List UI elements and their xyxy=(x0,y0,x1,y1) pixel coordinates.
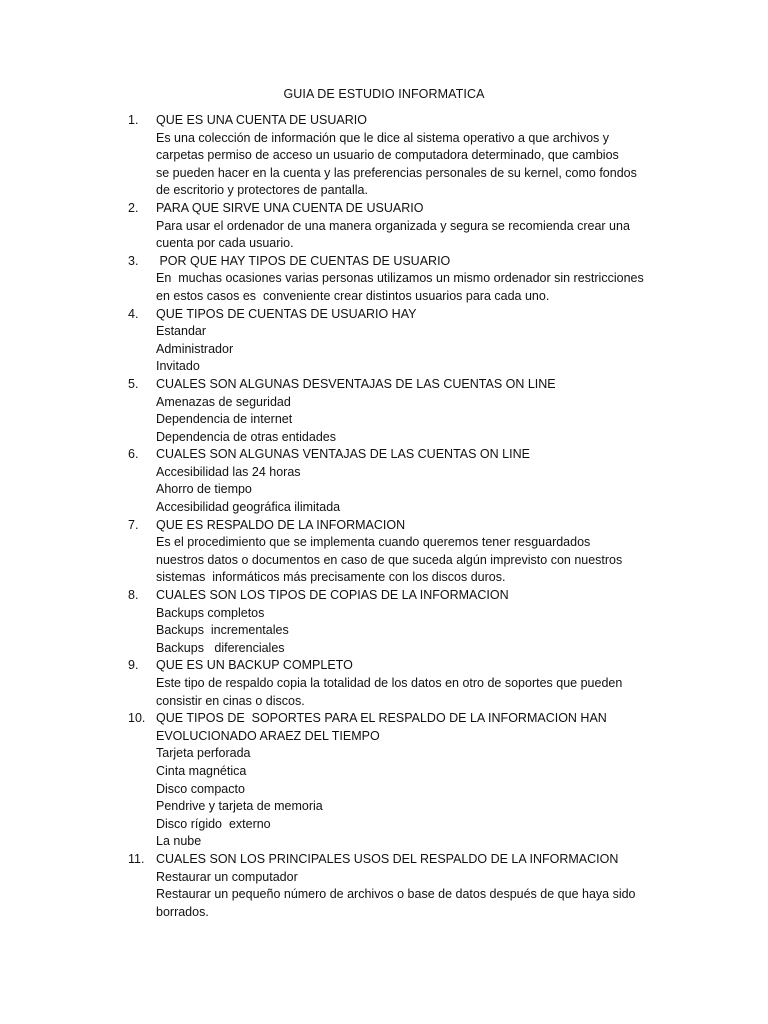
answer-text: sistemas informáticos más precisamente con los discos duros. xyxy=(156,570,506,585)
item-number: 9. xyxy=(128,658,139,673)
answer-text: Cinta magnética xyxy=(156,763,247,778)
question-text: QUE TIPOS DE SOPORTES PARA EL RESPALDO DE LA INFORMACION HAN xyxy=(156,711,607,726)
answer-text: La nube xyxy=(156,834,202,849)
document-title: GUIA DE ESTUDIO INFORMATICA xyxy=(283,87,485,101)
question-list xyxy=(128,112,728,921)
answer-text: Dependencia de otras entidades xyxy=(156,429,336,444)
item-number: 10. xyxy=(128,711,146,726)
answer-text: Backups diferenciales xyxy=(156,640,285,655)
item-number: 1. xyxy=(128,113,139,127)
list-item xyxy=(128,710,728,851)
item-number: 8. xyxy=(128,588,139,603)
answer-text: Amenazas de seguridad xyxy=(156,394,291,409)
answer-text: Accesibilidad las 24 horas xyxy=(156,464,301,479)
question-text: QUE TIPOS DE CUENTAS DE USUARIO HAY xyxy=(156,306,417,321)
list-item xyxy=(128,253,728,306)
question-text: EVOLUCIONADO ARAEZ DEL TIEMPO xyxy=(156,728,380,743)
answer-text: Backups completos xyxy=(156,605,265,620)
answer-text: Administrador xyxy=(156,341,234,356)
answer-text: nuestros datos o documentos en caso de que suceda algún imprevisto con nuestros xyxy=(156,552,623,567)
question-text: CUALES SON LOS TIPOS DE COPIAS DE LA INFORMACION xyxy=(156,588,509,603)
question-text: QUE ES RESPALDO DE LA INFORMACION xyxy=(156,517,406,532)
answer-text: borrados. xyxy=(156,904,209,919)
item-number: 5. xyxy=(128,376,139,391)
answer-text: Pendrive y tarjeta de memoria xyxy=(156,799,323,814)
question-text: CUALES SON ALGUNAS DESVENTAJAS DE LAS CUENTAS ON LINE xyxy=(156,376,556,391)
list-item xyxy=(128,306,728,376)
item-number: 11. xyxy=(128,851,145,866)
question-text: QUE ES UNA CUENTA DE USUARIO xyxy=(156,113,367,127)
item-number: 3. xyxy=(128,253,139,268)
item-number: 7. xyxy=(128,517,139,532)
answer-text: en estos casos es conveniente crear distintos usuarios para cada uno. xyxy=(156,288,550,303)
answer-text: Para usar el ordenador de una manera organizada y segura se recomienda crear una xyxy=(156,218,630,233)
answer-text: carpetas permiso de acceso un usuario de computadora determinado, que cambios xyxy=(156,148,619,163)
answer-text: Es una colección de información que le dice al sistema operativo a que archivos y xyxy=(156,130,610,145)
answer-text: se pueden hacer en la cuenta y las preferencias personales de su kernel, como fondos xyxy=(156,165,637,180)
list-item xyxy=(128,112,728,200)
question-text: CUALES SON ALGUNAS VENTAJAS DE LAS CUENTAS ON LINE xyxy=(156,447,530,462)
question-text: POR QUE HAY TIPOS DE CUENTAS DE USUARIO xyxy=(156,253,451,268)
item-number: 2. xyxy=(128,200,139,215)
item-number: 6. xyxy=(128,447,139,462)
answer-text: consistir en cinas o discos. xyxy=(156,693,305,708)
question-text: QUE ES UN BACKUP COMPLETO xyxy=(156,658,353,673)
item-number: 4. xyxy=(128,306,139,321)
list-item xyxy=(128,851,728,921)
list-item xyxy=(128,376,728,446)
answer-text: Dependencia de internet xyxy=(156,412,293,427)
answer-text: Invitado xyxy=(156,359,200,374)
list-item xyxy=(128,200,728,253)
question-text: PARA QUE SIRVE UNA CUENTA DE USUARIO xyxy=(156,200,424,215)
list-item xyxy=(128,446,728,516)
answer-text: Restaurar un pequeño número de archivos o base de datos después de que haya sido xyxy=(156,887,636,902)
answer-text: de escritorio y protectores de pantalla. xyxy=(156,183,368,198)
answer-text: Es el procedimiento que se implementa cuando queremos tener resguardados xyxy=(156,535,591,550)
question-text: CUALES SON LOS PRINCIPALES USOS DEL RESPALDO DE LA INFORMACION xyxy=(156,851,619,866)
answer-text: Backups incrementales xyxy=(156,623,289,638)
answer-text: Restaurar un computador xyxy=(156,869,298,884)
answer-text: cuenta por cada usuario. xyxy=(156,236,294,251)
list-item xyxy=(128,517,728,587)
list-item xyxy=(128,587,728,657)
answer-text: Ahorro de tiempo xyxy=(156,482,252,497)
answer-text: Accesibilidad geográfica ilimitada xyxy=(156,500,341,515)
answer-text: Este tipo de respaldo copia la totalidad de los datos en otro de soportes que pueden xyxy=(156,676,623,690)
answer-text: Estandar xyxy=(156,324,207,339)
answer-text: En muchas ocasiones varias personas utilizamos un mismo ordenador sin restricciones xyxy=(156,271,644,286)
answer-text: Disco rígido externo xyxy=(156,816,271,831)
list-item xyxy=(128,657,728,710)
answer-text: Disco compacto xyxy=(156,781,245,796)
answer-text: Tarjeta perforada xyxy=(156,746,251,761)
